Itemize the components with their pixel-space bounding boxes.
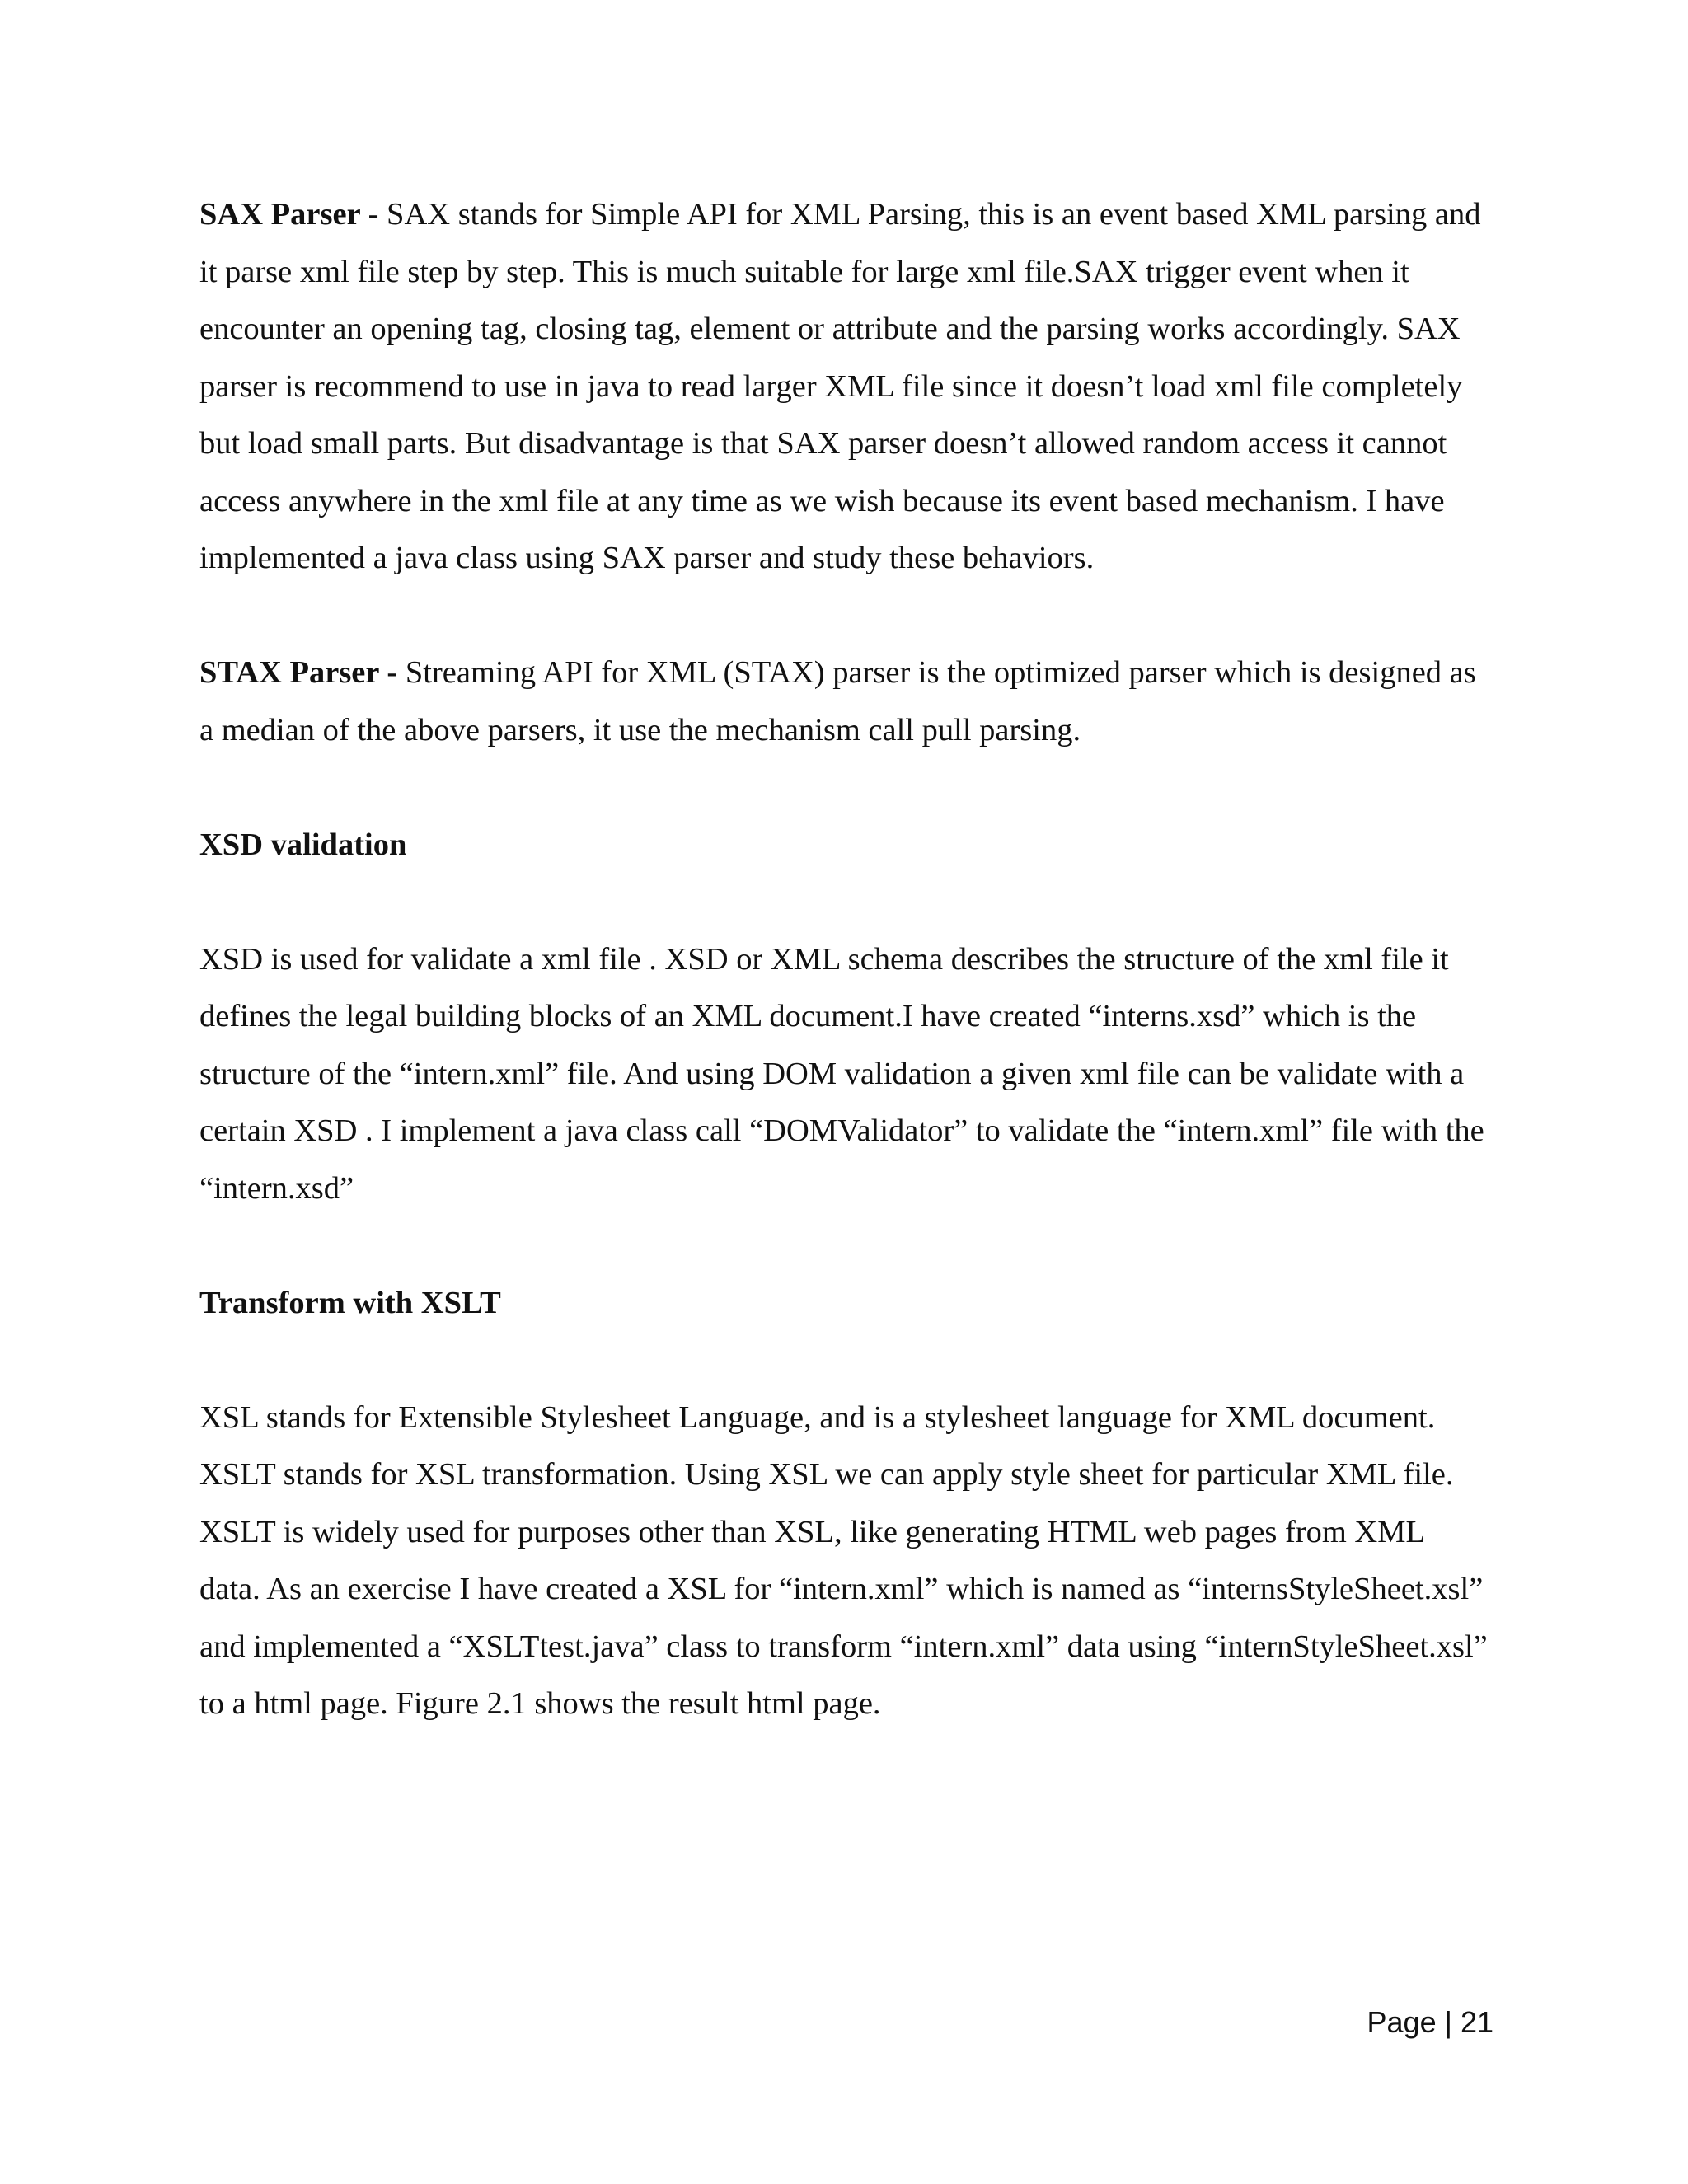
paragraph-spacer xyxy=(199,588,1492,645)
sax-parser-text: SAX stands for Simple API for XML Parsing, this is an event based XML parsing and it parse xml file step by step. This is much suitable for large xml file.SAX trigger event when it encounter an opening tag, closing tag, element or attribute and the parsing works accordingly. SAX parser is recommend to use in java to read larger XML file since it doesn’t load xml file completely but load small parts. But disadvantage is that SAX parser doesn’t allowed random access it cannot access anywhere in the xml file at any time as we wish because its event based mechanism. I have implemented a java class using SAX parser and study these behaviors. xyxy=(199,197,1481,575)
page-number: Page | 21 xyxy=(1367,2005,1493,2039)
xslt-paragraph: XSL stands for Extensible Stylesheet Language, and is a stylesheet language for XML document. XSLT stands for XSL transformation. Using XSL we can apply style sheet for particular XML file. XSLT is widely used for purposes other than XSL, like generating HTML web pages from XML data. As an exercise I have created a XSL for “intern.xml” which is named as “internsStyleSheet.xsl” and implemented a “XSLTtest.java” class to transform “intern.xml” data using “internStyleSheet.xsl” to a html page. Figure 2.1 shows the result html page. xyxy=(199,1399,1488,1721)
xsd-validation-paragraph: XSD is used for validate a xml file . XSD or XML schema describes the structure of the xml file it defines the legal building blocks of an XML document.I have created “interns.xsd” which is the structure of the “intern.xml” file. And using DOM validation a given xml file can be validate with a certain XSD . I implement a java class call “DOMValidator” to validate the “intern.xml” file with the “intern.xsd” xyxy=(199,941,1484,1206)
sax-parser-label: SAX Parser - xyxy=(199,197,387,232)
sax-parser-paragraph xyxy=(199,186,1492,588)
stax-parser-paragraph xyxy=(199,644,1492,759)
xslt-heading: Transform with XSLT xyxy=(199,1285,501,1320)
xsd-validation-heading: XSD validation xyxy=(199,827,407,862)
stax-parser-text: Streaming API for XML (STAX) parser is the optimized parser which is designed as a median of the above parsers, it use the mechanism call pull parsing. xyxy=(199,655,1476,748)
paragraph-spacer xyxy=(199,1332,1492,1390)
paragraph-spacer xyxy=(199,759,1492,817)
paragraph-spacer xyxy=(199,1217,1492,1275)
page-content xyxy=(199,186,1492,1733)
paragraph-spacer xyxy=(199,874,1492,931)
stax-parser-label: STAX Parser - xyxy=(199,655,406,690)
